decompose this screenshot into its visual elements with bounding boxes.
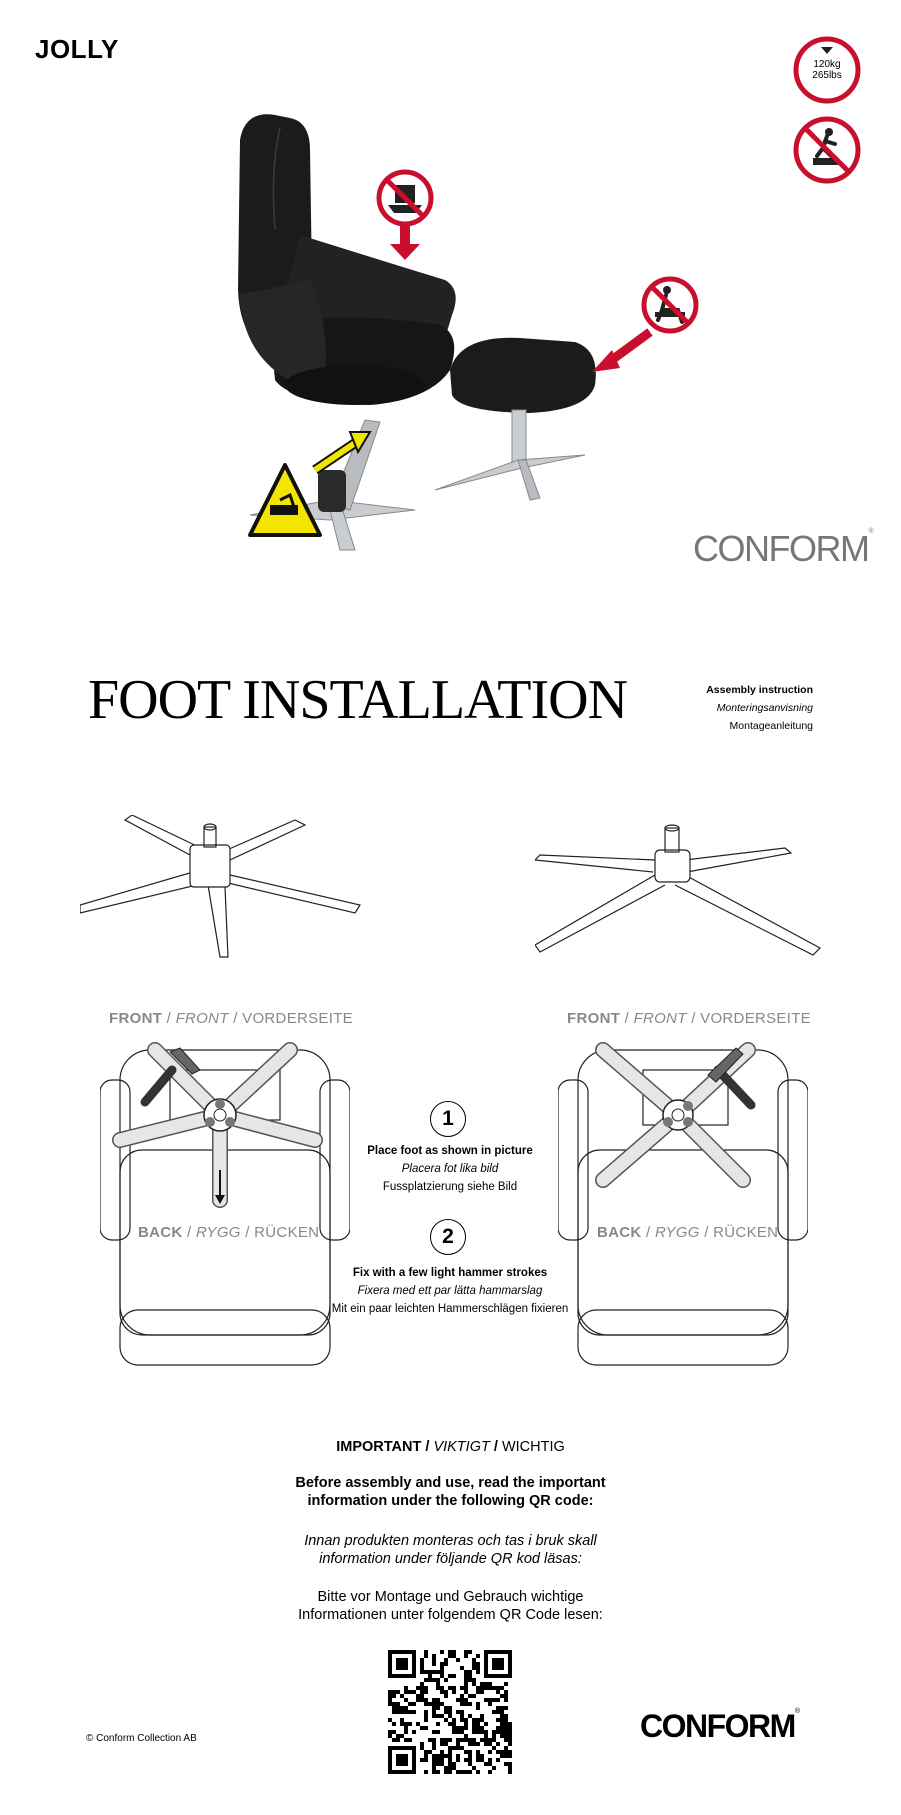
qr-code-icon[interactable]: [388, 1650, 512, 1774]
brand-name: CONFORM: [640, 1708, 795, 1744]
step-2-de: Mit ein paar leichten Hammerschlägen fixieren: [331, 1303, 569, 1315]
back-label-sep: /: [641, 1224, 655, 1241]
weight-lbs: 265lbs: [812, 70, 842, 81]
subtitle-sv: Monteringsanvisning: [716, 702, 813, 714]
back-label-sep: /: [240, 1224, 255, 1241]
step-2-sv: Fixera med ett par lätta hammarslag: [357, 1285, 543, 1297]
step-1-en: Place foot as shown in picture: [367, 1145, 533, 1157]
step-1-text: [320, 1142, 580, 1196]
product-name: JOLLY: [35, 34, 119, 64]
important-text-en: [0, 1474, 901, 1510]
chair-base-drawing: [80, 815, 365, 965]
back-label-sep: /: [699, 1224, 714, 1241]
subtitle-de: Montageanleitung: [729, 720, 813, 732]
front-label-sep: /: [228, 1010, 243, 1027]
step-2-en: Fix with a few light hammer strokes: [352, 1267, 548, 1279]
important-de-line-2: Informationen unter folgendem QR Code lesen:: [298, 1607, 603, 1623]
page-title: FOOT INSTALLATION: [88, 669, 628, 731]
armchair: [238, 114, 456, 405]
important-heading-de: WICHTIG: [501, 1439, 565, 1455]
no-weight-on-armrest-icon: [379, 172, 431, 260]
front-label-en: FRONT: [109, 1010, 163, 1027]
brand-mark: ®: [794, 1708, 799, 1715]
brand-logo-bottom: [640, 1708, 798, 1745]
step-2-text: [320, 1264, 580, 1318]
back-label-sep: /: [182, 1224, 196, 1241]
front-label-right: [567, 1010, 811, 1027]
no-standing-icon: [793, 116, 861, 184]
no-sitting-on-footstool-icon: [592, 279, 696, 372]
front-label-left: [109, 1010, 353, 1027]
footstool: [435, 338, 596, 500]
important-heading-sep: /: [421, 1439, 434, 1455]
brand-mark: ®: [868, 528, 873, 535]
front-label-de: VORDERSEITE: [700, 1010, 811, 1027]
front-label-sep: /: [162, 1010, 176, 1027]
important-heading-sv: VIKTIGT: [433, 1439, 490, 1455]
step-1-sv: Placera fot lika bild: [401, 1163, 499, 1175]
back-label-en: BACK: [138, 1224, 183, 1241]
important-de-line-1: Bitte vor Montage und Gebrauch wichtige: [317, 1589, 584, 1605]
important-heading: [0, 1438, 901, 1456]
back-label-sv: RYGG: [654, 1224, 700, 1241]
step-2-number: 2: [430, 1219, 466, 1255]
footstool-top-view-right: [558, 1030, 808, 1370]
weight-limit-icon: [793, 36, 861, 104]
important-en-line-1: Before assembly and use, read the important: [295, 1475, 606, 1491]
front-label-sep: /: [686, 1010, 701, 1027]
copyright: © Conform Collection AB: [86, 1733, 197, 1744]
back-label-de: RÜCKEN: [713, 1224, 779, 1241]
back-label-de: RÜCKEN: [254, 1224, 320, 1241]
chair-illustration: [230, 110, 730, 580]
step-1-number: 1: [430, 1101, 466, 1137]
back-label-en: BACK: [597, 1224, 642, 1241]
front-label-sv: FRONT: [175, 1010, 229, 1027]
brand-logo-top: [693, 528, 872, 570]
front-label-sep: /: [620, 1010, 634, 1027]
important-sv-line-1: Innan produkten monteras och tas i bruk skall: [304, 1533, 597, 1549]
important-heading-sep: /: [489, 1439, 502, 1455]
chair-top-view-left: [100, 1030, 350, 1370]
brand-name: CONFORM: [693, 528, 869, 569]
important-en-line-2: information under the following QR code:: [307, 1493, 594, 1509]
step-1-de: Fussplatzierung siehe Bild: [382, 1181, 518, 1193]
front-label-de: VORDERSEITE: [242, 1010, 353, 1027]
front-label-en: FRONT: [567, 1010, 621, 1027]
important-sv-line-2: information under följande QR kod läsas:: [319, 1551, 582, 1567]
back-label-left: [138, 1224, 319, 1241]
footstool-base-drawing: [535, 820, 825, 960]
important-heading-en: IMPORTANT: [336, 1439, 422, 1455]
important-text-de: [0, 1588, 901, 1624]
subtitle-en: Assembly instruction: [706, 684, 813, 696]
back-label-sv: RYGG: [195, 1224, 241, 1241]
important-text-sv: [0, 1532, 901, 1568]
back-label-right: [597, 1224, 778, 1241]
front-label-sv: FRONT: [633, 1010, 687, 1027]
weight-kg: 120kg: [813, 59, 841, 70]
